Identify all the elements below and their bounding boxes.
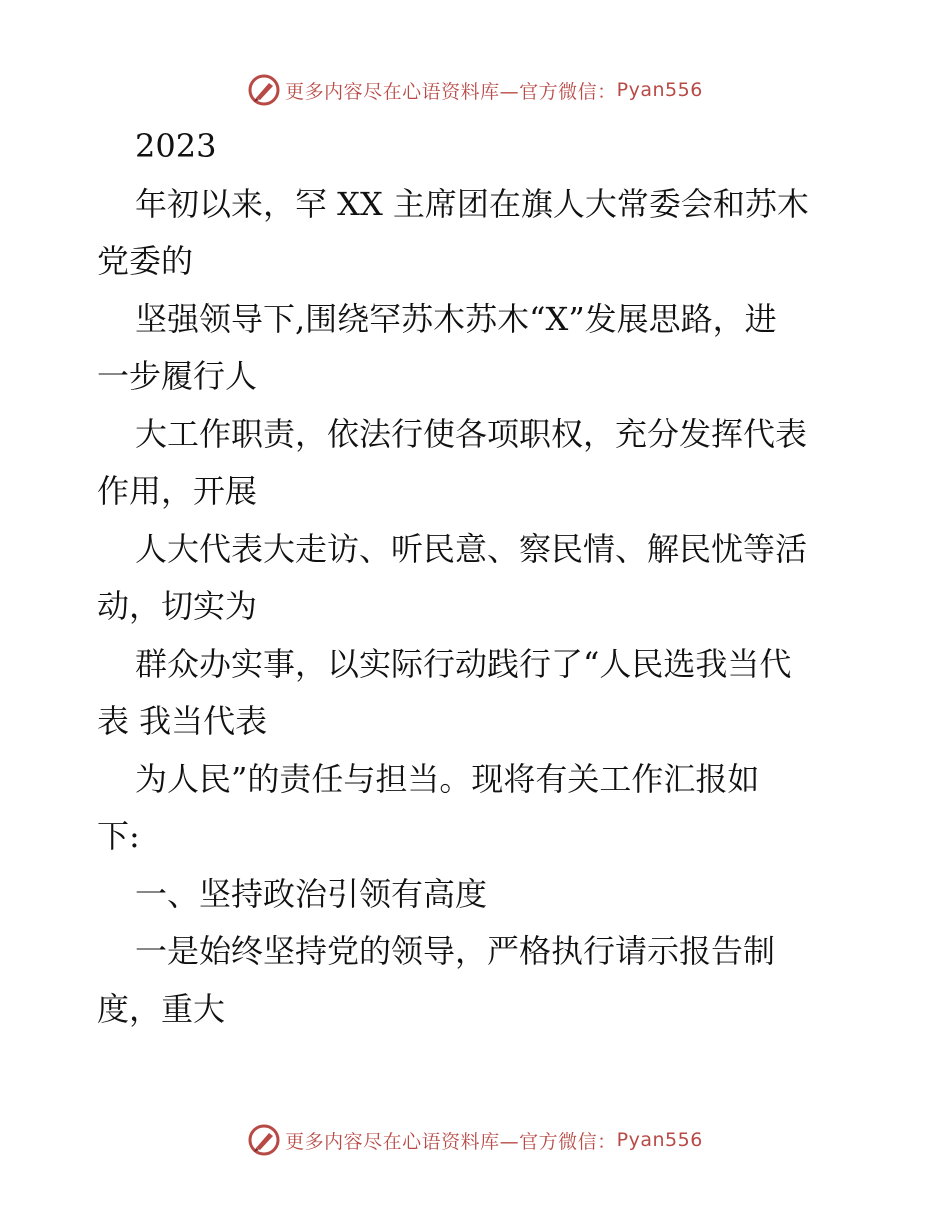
footer-watermark xyxy=(0,1120,950,1160)
body-line: 年初以来，罕 XX 主席团在旗人大常委会和苏木 xyxy=(135,184,809,223)
section-heading: 一、坚持政治引领有高度 xyxy=(135,874,488,913)
body-line: 大工作职责，依法行使各项职权，充分发挥代表 xyxy=(135,414,808,453)
body-line: 坚强领导下,围绕罕苏木苏木“X”发展思路，进 xyxy=(135,299,777,338)
body-line: 2023 xyxy=(135,127,217,165)
body-line: 人大代表大走访、听民意、察民情、解民忧等活 xyxy=(135,529,808,568)
pen-circle-logo-icon xyxy=(247,73,281,107)
body-line: 为人民”的责任与担当。现将有关工作汇报如 xyxy=(135,759,760,798)
watermark-wechat-id: Pyan556 xyxy=(616,1129,703,1151)
body-line: 表 我当代表 xyxy=(97,702,268,740)
body-line: 下: xyxy=(97,817,140,855)
body-line: 群众办实事，以实际行动践行了“人民选我当代 xyxy=(135,644,792,683)
document-body xyxy=(97,118,857,1038)
body-line: 党委的 xyxy=(97,242,194,280)
watermark-site-text: 更多内容尽在心语资料库—官方微信： xyxy=(285,1130,617,1153)
body-line: 一步履行人 xyxy=(97,357,258,395)
watermark-site-text: 更多内容尽在心语资料库—官方微信： xyxy=(285,80,617,103)
pen-circle-logo-icon xyxy=(247,1123,281,1157)
body-line: 一是始终坚持党的领导，严格执行请示报告制 xyxy=(135,932,776,970)
body-line: 度，重大 xyxy=(97,989,226,1028)
watermark-wechat-id: Pyan556 xyxy=(616,79,703,101)
header-watermark xyxy=(0,70,950,110)
body-line: 动，切实为 xyxy=(97,587,258,625)
body-line: 作用，开展 xyxy=(97,472,258,510)
